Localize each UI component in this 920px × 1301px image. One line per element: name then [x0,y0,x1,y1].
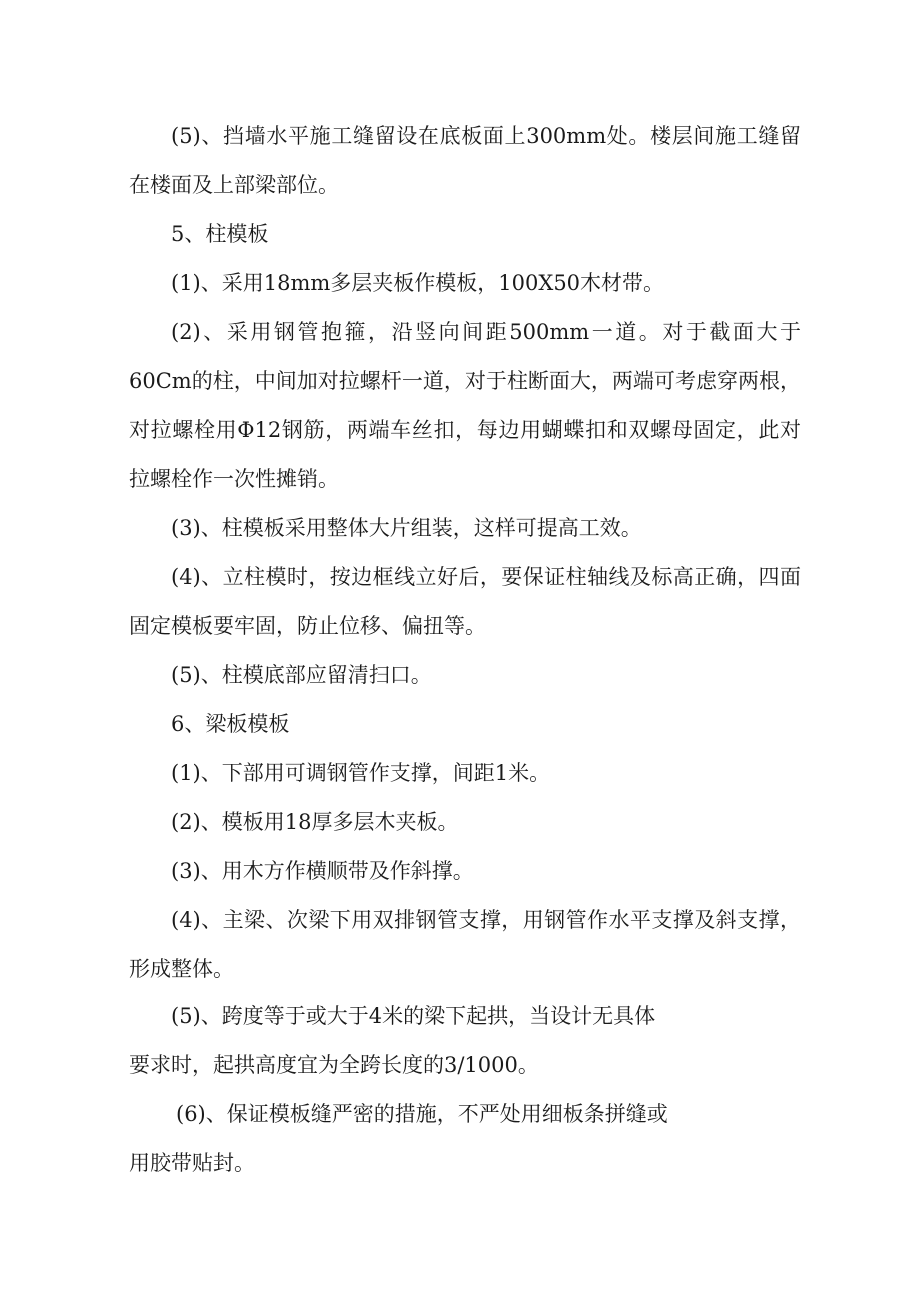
paragraph-column-item-4: (4)、立柱模时，按边框线立好后，要保证柱轴线及标高正确，四面固定模板要牢固，防止位移、偏扭等。 [129,565,801,638]
section-heading-beam-slab-formwork: 6、梁板模板 [171,712,290,736]
paragraph-column-item-2: (2)、采用钢管抱箍，沿竖向间距500mm一道。对于截面大于60Cm的柱，中间加对拉螺杆一道，对于柱断面大，两端可考虑穿两根，对拉螺栓用Φ12钢筋，两端车丝扣，每边用蝴蝶扣和双螺母固定，此对拉螺栓作一次性摊销。 [129,320,801,491]
paragraph-beam-item-4: (4)、主梁、次梁下用双排钢管支撑，用钢管作水平支撑及斜支撑，形成整体。 [129,908,801,981]
paragraph-beam-item-6-line-1: (6)、保证模板缝严密的措施，不严处用细板条拼缝或 [176,1102,668,1126]
paragraph-beam-item-2: (2)、模板用18厚多层木夹板。 [171,810,459,834]
paragraph-beam-item-5-line-2: 要求时，起拱高度宜为全跨长度的3/1000。 [129,1053,539,1077]
paragraph-beam-item-6-line-2: 用胶带贴封。 [129,1151,255,1175]
paragraph-column-item-3: (3)、柱模板采用整体大片组装，这样可提高工效。 [171,516,642,540]
paragraph-beam-item-1: (1)、下部用可调钢管作支撑，间距1米。 [171,761,551,785]
paragraph-column-item-5: (5)、柱模底部应留清扫口。 [171,663,432,687]
paragraph-column-item-1: (1)、采用18mm多层夹板作模板，100X50木材带。 [171,271,665,295]
paragraph-retaining-wall-joint: (5)、挡墙水平施工缝留设在底板面上300mm处。楼层间施工缝留在楼面及上部梁部位。 [129,124,801,197]
section-heading-column-formwork: 5、柱模板 [171,222,269,246]
paragraph-beam-item-5-line-1: (5)、跨度等于或大于4米的梁下起拱，当设计无具体 [171,1004,656,1028]
paragraph-beam-item-3: (3)、用木方作横顺带及作斜撑。 [171,859,474,883]
